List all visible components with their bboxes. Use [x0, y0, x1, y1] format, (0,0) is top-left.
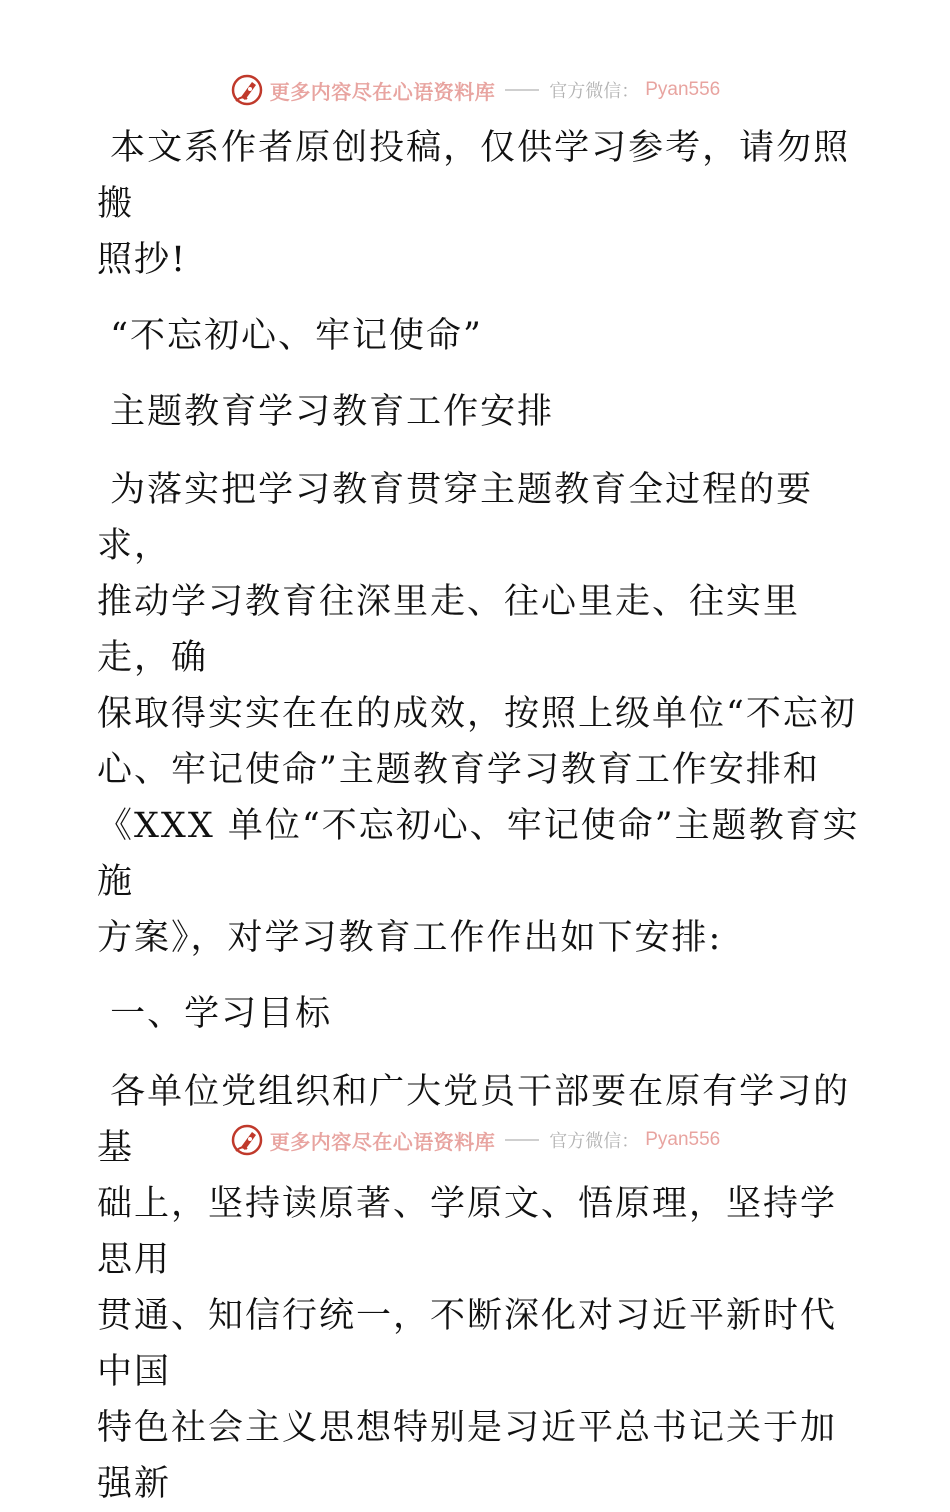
watermark-banner-bottom: [0, 1120, 950, 1160]
watermark-banner-top: [0, 70, 950, 110]
section-heading: 一、学习目标: [97, 994, 333, 1034]
title-line-2: 主题教育学习教育工作安排: [97, 392, 555, 432]
watermark-wechat-label: 官方微信：: [549, 81, 640, 102]
pen-nib-logo-icon: [230, 73, 264, 107]
section-body-paragraph: 各单位党组织和广大党员干部要在原有学习的基 础上，坚持读原著、学原文、悟原理，坚持学思用 贯通、知信行统一，不断深化对习近平新时代中国 特色社会主义思想特别是习近平总书记关于加强新: [97, 1072, 851, 1504]
pen-nib-logo-icon: [230, 1123, 264, 1157]
watermark-dash: [505, 89, 539, 91]
watermark-wechat-label: 官方微信：: [549, 1131, 640, 1152]
document-body: [97, 120, 867, 1512]
title-line-1: “不忘初心、牢记使命”: [97, 316, 483, 356]
watermark-wechat-id: Pyan556: [645, 79, 721, 100]
intro-paragraph: 为落实把学习教育贯穿主题教育全过程的要求， 推动学习教育往深里走、往心里走、往实里走，确 保取得实实在在的成效，按照上级单位“不忘初 心、牢记使命”主题教育学习教育工作安排和 《XXX 单位“不忘初心、牢记使命”主题教育实施 方案》，对学习教育工作作出如下安排:: [97, 470, 860, 958]
watermark-content: [230, 1123, 721, 1157]
watermark-dash: [505, 1139, 539, 1141]
watermark-site-text: 更多内容尽在心语资料库: [269, 1129, 496, 1154]
watermark-content: [230, 73, 721, 107]
notice-paragraph: 本文系作者原创投稿，仅供学习参考，请勿照搬 照抄!: [97, 128, 851, 280]
watermark-wechat-id: Pyan556: [645, 1129, 721, 1150]
watermark-site-text: 更多内容尽在心语资料库: [269, 79, 496, 104]
